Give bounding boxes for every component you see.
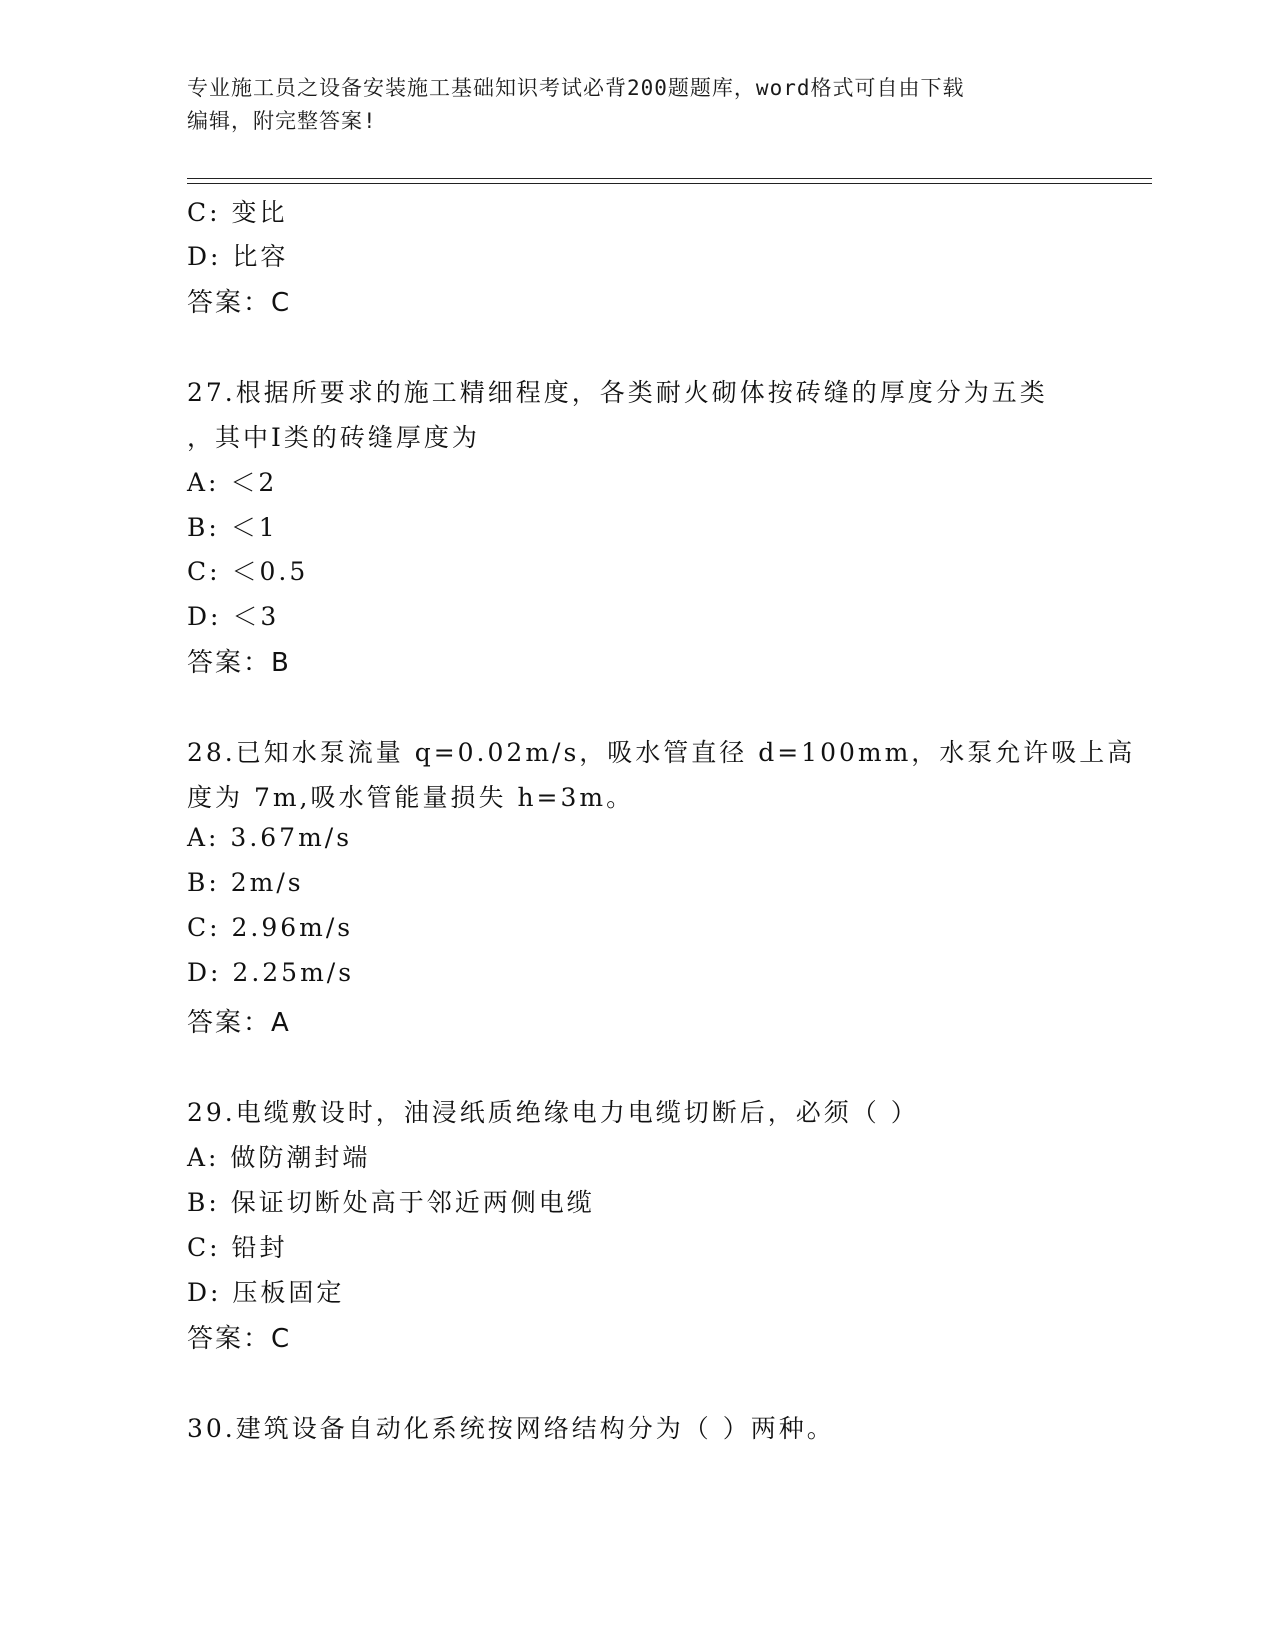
header-line-1: 专业施工员之设备安装施工基础知识考试必背200题题库，word格式可自由下载 [187,76,965,100]
q29-option-b: B: 保证切断处高于邻近两侧电缆 [187,1188,595,1217]
q29-answer: 答案：C [187,1324,292,1354]
document-header [187,72,1087,138]
q27-stem-line-2: ，其中Ⅰ类的砖缝厚度为 [187,423,480,452]
q28-stem-line-1: 28.已知水泵流量 q=0.02m/s，吸水管直径 d=100mm，水泵允许吸上高 [187,738,1136,767]
q27-option-c: C: ＜0.5 [187,557,309,586]
header-line-2: 编辑，附完整答案! [187,109,377,133]
q28-option-a: A: 3.67m/s [187,823,353,852]
q27-answer: 答案：B [187,648,291,678]
q28-stem-line-2: 度为 7m,吸水管能量损失 h=3m。 [187,783,635,812]
q27-option-a: A: ＜2 [187,468,278,497]
q29-option-a: A: 做防潮封端 [187,1143,371,1172]
q27-option-b: B: ＜1 [187,513,278,542]
q29-stem: 29.电缆敷设时，油浸纸质绝缘电力电缆切断后，必须（ ） [187,1098,919,1127]
q28-option-d: D: 2.25m/s [187,958,355,987]
q29-option-d: D: 压板固定 [187,1278,345,1307]
q30-stem: 30.建筑设备自动化系统按网络结构分为（ ）两种。 [187,1414,835,1443]
q27-stem-line-1: 27.根据所要求的施工精细程度，各类耐火砌体按砖缝的厚度分为五类 [187,378,1048,407]
q27-option-d: D: ＜3 [187,602,280,631]
q28-answer: 答案：A [187,1008,291,1038]
q26-answer: 答案：C [187,288,292,318]
q26-option-c: C: 变比 [187,198,288,227]
header-divider-bottom [187,183,1152,184]
q26-option-d: D: 比容 [187,242,289,271]
q28-option-c: C: 2.96m/s [187,913,354,942]
q29-option-c: C: 铅封 [187,1233,288,1262]
q28-option-b: B: 2m/s [187,868,304,897]
header-divider-top [187,178,1152,179]
